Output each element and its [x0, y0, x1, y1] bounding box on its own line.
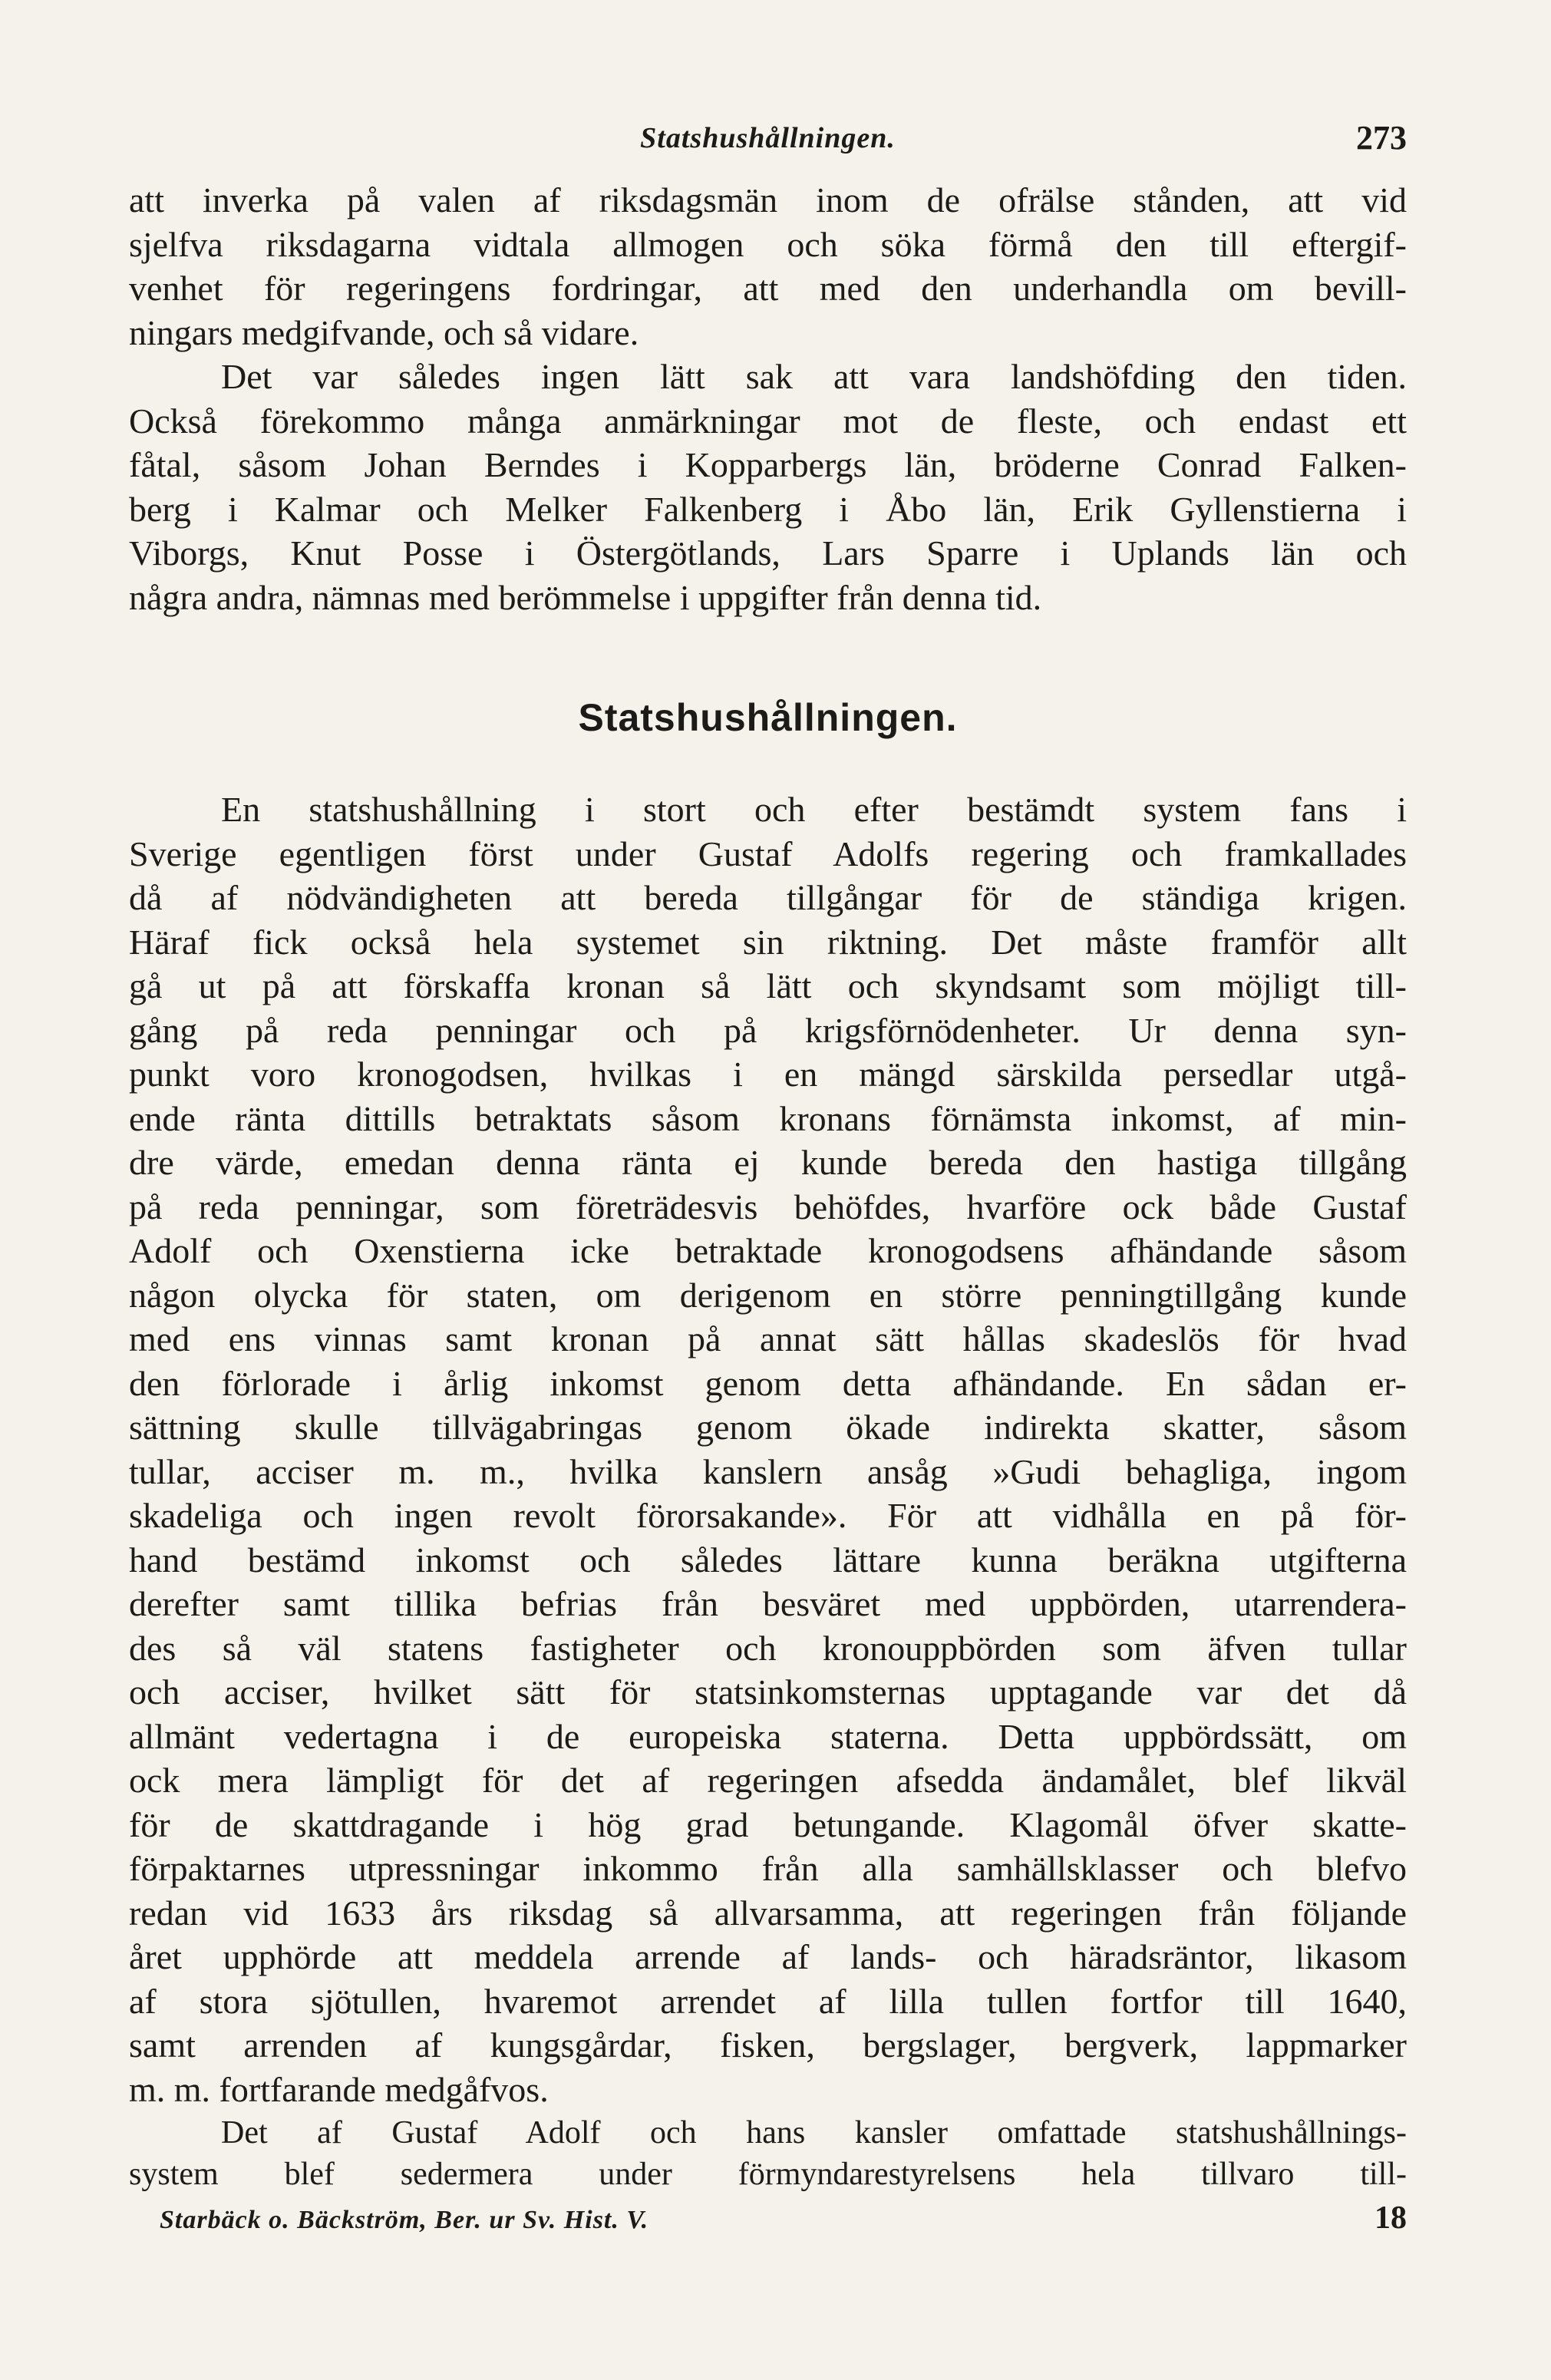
text-line: Också förekommo många anmärkningar mot de fleste, och endast ett: [129, 401, 1407, 441]
text-line: Häraf fick också hela systemet sin riktning. Det måste framför allt: [129, 922, 1407, 962]
text-line: någon olycka för staten, om derigenom en större penningtillgång kunde: [129, 1275, 1407, 1315]
text-line: för de skattdragande i hög grad betungande. Klagomål öfver skatte-: [129, 1804, 1407, 1844]
text-line: ock mera lämpligt för det af regeringen afsedda ändamålet, blef likväl: [129, 1761, 1407, 1800]
text-line: den förlorade i årlig inkomst genom detta afhändande. En sådan er-: [129, 1363, 1407, 1403]
text-line: allmänt vedertagna i de europeiska staterna. Detta uppbördssätt, om: [129, 1716, 1407, 1756]
text-line: att inverka på valen af riksdagsmän inom de ofrälse stånden, att vid: [129, 180, 1407, 220]
text-line: venhet för regeringens fordringar, att med den underhandla om bevill-: [129, 269, 1407, 308]
running-head: [129, 115, 1407, 161]
page-footer: [129, 2197, 1407, 2243]
text-line: sättning skulle tillvägabringas genom ökade indirekta skatter, såsom: [129, 1408, 1407, 1447]
text-line: Viborgs, Knut Posse i Östergötlands, Lars Sparre i Uplands län och: [129, 533, 1407, 573]
second-paragraph: [129, 355, 1407, 619]
text-line: samt arrenden af kungsgårdar, fisken, bergslager, bergverk, lappmarker: [129, 2025, 1407, 2065]
text-line: redan vid 1633 års riksdag så allvarsamma, att regeringen från följande: [129, 1893, 1407, 1933]
text-line: berg i Kalmar och Melker Falkenberg i Åbo län, Erik Gyllenstierna i: [129, 489, 1407, 529]
text-line: af stora sjötullen, hvaremot arrendet af lilla tullen fortfor till 1640,: [129, 1981, 1407, 2021]
text-line: En statshushållning i stort och efter bestämdt system fans i: [221, 790, 1407, 829]
text-line: ende ränta dittills betraktats såsom kronans förnämsta inkomst, af min-: [129, 1098, 1407, 1138]
text-line: ningars medgifvande, och så vidare.: [129, 312, 639, 352]
text-line: och acciser, hvilket sätt för statsinkomsternas upptagande var det då: [129, 1672, 1407, 1712]
text-line: des så väl statens fastigheter och kronouppbörden som äfven tullar: [129, 1628, 1407, 1668]
text-line: några andra, nämnas med berömmelse i uppgifter från denna tid.: [129, 577, 1042, 617]
text-line: hand bestämd inkomst och således lättare kunna beräkna utgifterna: [129, 1540, 1407, 1580]
intro-paragraph: [129, 178, 1407, 355]
text-line: m. m. fortfarande medgåfvos.: [129, 2069, 549, 2109]
text-line: Adolf och Oxenstierna icke betraktade kronogodsens afhändande såsom: [129, 1231, 1407, 1270]
text-line: fåtal, såsom Johan Berndes i Kopparbergs län, bröderne Conrad Falken-: [129, 445, 1407, 484]
text-line: sjelfva riksdagarna vidtala allmogen och söka förmå den till eftergif-: [129, 224, 1407, 264]
page-number: 273: [1356, 119, 1407, 157]
text-line: dre värde, emedan denna ränta ej kunde bereda den hastiga tillgång: [129, 1143, 1407, 1182]
text-line: gång på reda penningar och på krigsförnödenheter. Ur denna syn-: [129, 1010, 1407, 1050]
text-line: med ens vinnas samt kronan på annat sätt hållas skadeslös för hvad: [129, 1319, 1407, 1358]
text-line: Sverige egentligen först under Gustaf Adolfs regering och framkallades: [129, 833, 1407, 873]
text-line: gå ut på att förskaffa kronan så lätt och skyndsamt som möjligt till-: [129, 966, 1407, 1005]
main-paragraph: [129, 787, 1407, 2111]
text-line: punkt voro kronogodsen, hvilkas i en mängd särskilda persedlar utgå-: [129, 1055, 1407, 1094]
footer-signature: Starbäck o. Bäckström, Ber. ur Sv. Hist. V.: [160, 2206, 649, 2234]
text-line: Det af Gustaf Adolf och hans kansler omfattade statshushållnings-: [221, 2115, 1407, 2151]
running-title: Statshushållningen.: [640, 122, 896, 154]
text-line: derefter samt tillika befrias från besväret med uppbörden, utarrendera-: [129, 1584, 1407, 1623]
text-line: tullar, acciser m. m., hvilka kanslern ansåg »Gudi behagliga, ingom: [129, 1451, 1407, 1491]
text-line: på reda penningar, som företrädesvis behöfdes, hvarföre ock både Gustaf: [129, 1187, 1407, 1226]
text-line: förpaktarnes utpressningar inkommo från alla samhällsklasser och blefvo: [129, 1849, 1407, 1888]
final-paragraph: [129, 2112, 1407, 2195]
text-line: året upphörde att meddela arrende af lands- och häradsräntor, likasom: [129, 1937, 1407, 1976]
text-line: system blef sedermera under förmyndarestyrelsens hela tillvaro till-: [129, 2157, 1407, 2192]
sheet-number: 18: [1374, 2200, 1407, 2236]
text-line: Det var således ingen lätt sak att vara landshöfding den tiden.: [221, 357, 1407, 396]
section-heading: Statshushållningen.: [578, 696, 958, 739]
text-line: då af nödvändigheten att bereda tillgångar för de ständiga krigen.: [129, 878, 1407, 917]
text-line: skadeliga och ingen revolt förorsakande». För att vidhålla en på för-: [129, 1496, 1407, 1535]
